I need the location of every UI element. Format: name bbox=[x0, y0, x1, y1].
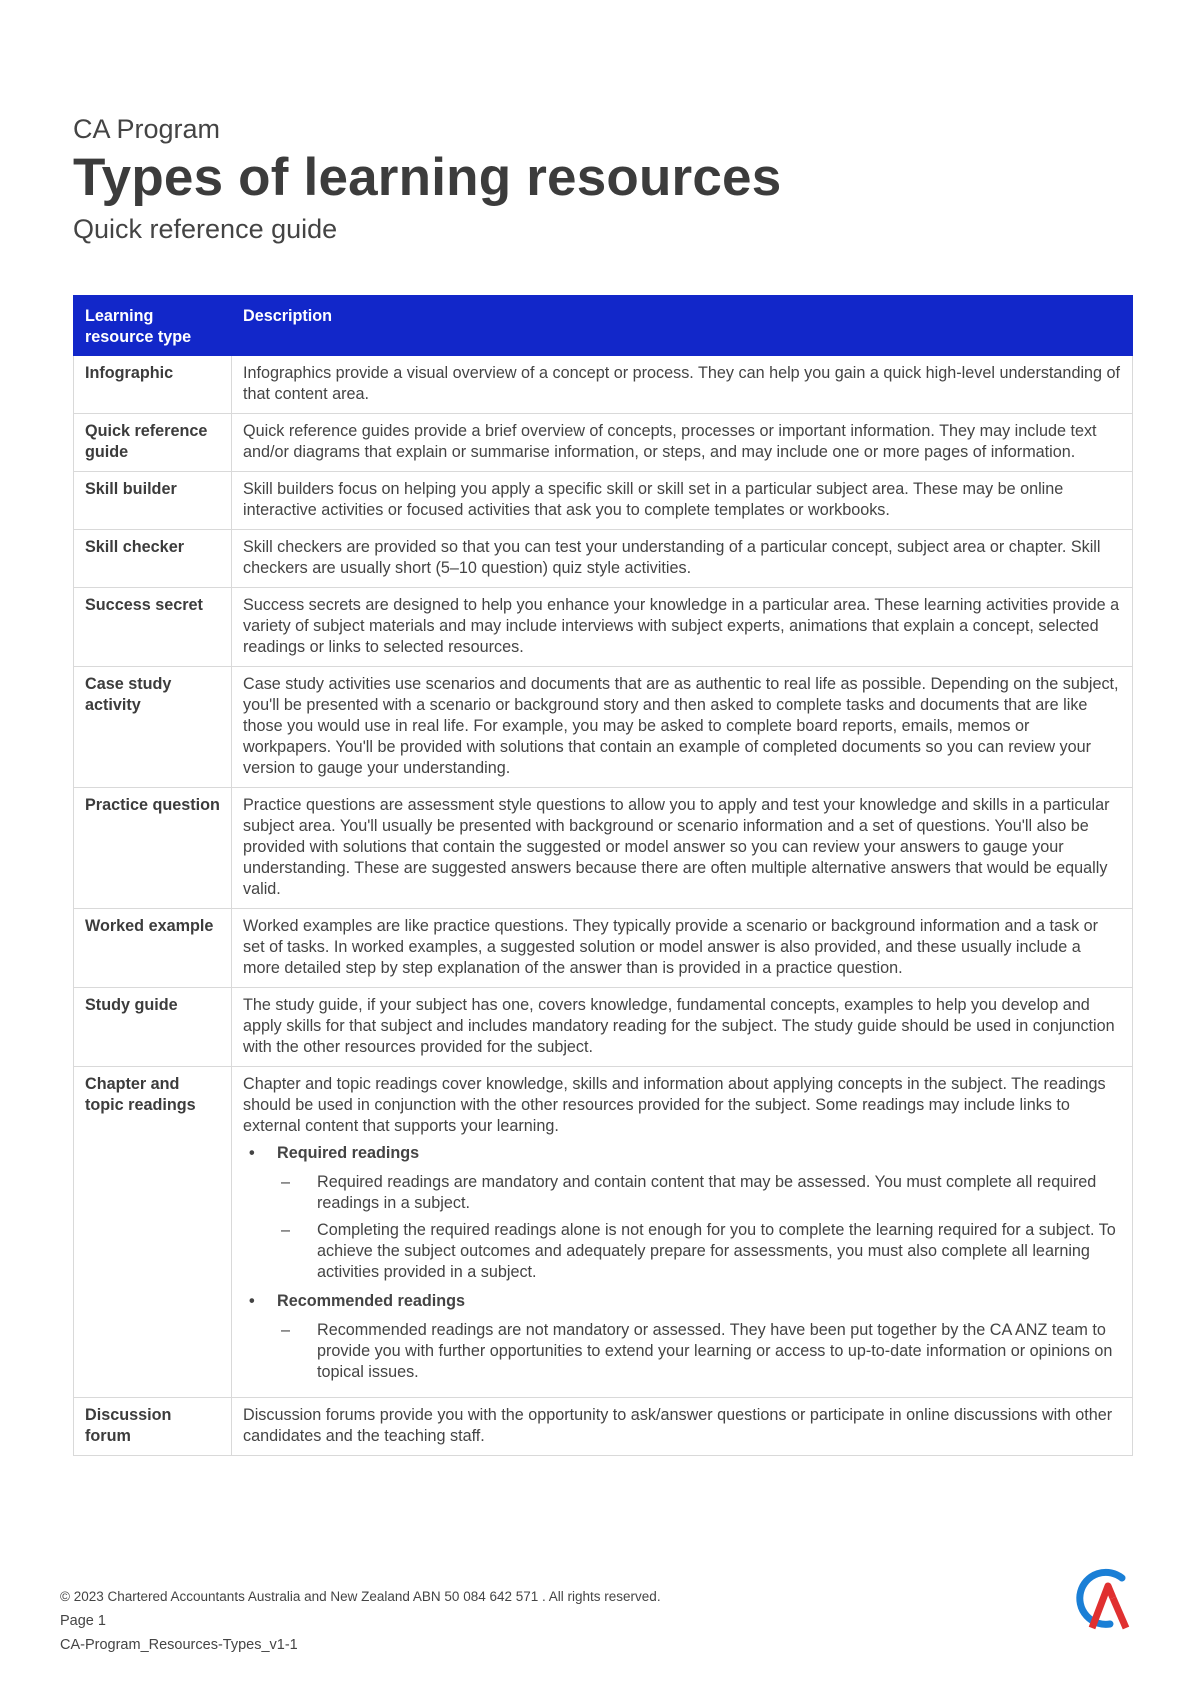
table-row bbox=[74, 588, 1133, 667]
page-header bbox=[73, 112, 781, 246]
resource-description: Quick reference guides provide a brief overview of concepts, processes or important information. They may include text and/or diagrams that explain or summarise information, or steps, and may include one or more pages of information. bbox=[232, 414, 1133, 472]
table-row bbox=[74, 530, 1133, 588]
resource-type: Study guide bbox=[74, 988, 232, 1067]
column-header-description: Description bbox=[232, 296, 1133, 356]
resource-description: The study guide, if your subject has one, covers knowledge, fundamental concepts, examples to help you develop and apply skills for that subject and includes mandatory reading for the subject. The study guide should be used in conjunction with the other resources provided for the subject. bbox=[232, 988, 1133, 1067]
page-subtitle: Quick reference guide bbox=[73, 214, 338, 244]
resource-type: Case study activity bbox=[74, 667, 232, 788]
required-readings-points bbox=[277, 1172, 1121, 1283]
table-row bbox=[74, 472, 1133, 530]
resource-type: Practice question bbox=[74, 788, 232, 909]
table-row bbox=[74, 1398, 1133, 1456]
resource-type: Chapter and topic readings bbox=[74, 1067, 232, 1398]
page-title: Types of learning resources bbox=[73, 148, 782, 207]
readings-list bbox=[243, 1143, 1121, 1383]
resource-description: Case study activities use scenarios and documents that are as authentic to real life as possible. Depending on the subject, you'll be presented with a scenario or background story and then asked to complete tasks and documents that are like those you would use in real life. For example, you may be asked to complete board reports, emails, memos or workpapers. You'll be provided with solutions that contain an example of completed documents so you can review your version to gauge your understanding. bbox=[232, 667, 1133, 788]
column-header-type: Learning resource type bbox=[74, 296, 232, 356]
resource-description: Skill checkers are provided so that you can test your understanding of a particular concept, subject area or chapter. Skill checkers are usually short (5–10 question) quiz style activities. bbox=[232, 530, 1133, 588]
resource-type: Discussion forum bbox=[74, 1398, 232, 1456]
logo-a-right bbox=[1113, 1598, 1126, 1628]
table-row bbox=[74, 1067, 1133, 1398]
document-id: CA-Program_Resources-Types_v1-1 bbox=[60, 1637, 298, 1653]
resource-type: Infographic bbox=[74, 356, 232, 414]
page-number: Page 1 bbox=[60, 1613, 106, 1629]
table-row bbox=[74, 667, 1133, 788]
table-row bbox=[74, 414, 1133, 472]
table-row bbox=[74, 909, 1133, 988]
resource-description: Skill builders focus on helping you apply a specific skill or skill set in a particular subject area. These may be online interactive activities or focused activities that ask you to complete templates or workbooks. bbox=[232, 472, 1133, 530]
resource-type: Skill checker bbox=[74, 530, 232, 588]
resource-description: Success secrets are designed to help you enhance your knowledge in a particular area. These learning activities provide a variety of subject materials and may include interviews with subject experts, animations that explain a concept, selected readings or links to selected resources. bbox=[232, 588, 1133, 667]
resource-type: Skill builder bbox=[74, 472, 232, 530]
list-item bbox=[277, 1143, 1121, 1283]
resources-table bbox=[73, 295, 1133, 1456]
list-item: – Completing the required readings alone is not enough for you to complete the learning required for a subject. To achieve the subject outcomes and adequately prepare for assessments, you must also complete all learning activities provided in a subject. bbox=[317, 1220, 1121, 1283]
resource-description: Chapter and topic readings cover knowledge, skills and information about applying concepts in the subject. The readings should be used in conjunction with the other resources provided for the subject. Some readings may include links to external content that supports your learning. bbox=[243, 1075, 1106, 1135]
list-item: – Recommended readings are not mandatory or assessed. They have been put together by the CA ANZ team to provide you with further opportunities to extend your learning or access to up-to-date information or opinions on topical issues. bbox=[317, 1320, 1121, 1383]
table-row bbox=[74, 788, 1133, 909]
resource-type: Quick reference guide bbox=[74, 414, 232, 472]
recommended-readings-points bbox=[277, 1320, 1121, 1383]
page-footer bbox=[60, 1585, 661, 1657]
resource-description: Practice questions are assessment style questions to allow you to apply and test your knowledge and skills in a particular subject area. You'll usually be presented with background or scenario information and a set of questions. You'll also be provided with solutions that contain the suggested or model answer so you can review your answers to gauge your understanding. These are suggested answers because there are often multiple alternative answers that would be equally valid. bbox=[232, 788, 1133, 909]
required-readings-heading: • Required readings bbox=[277, 1144, 420, 1162]
recommended-readings-heading: • Recommended readings bbox=[277, 1292, 466, 1310]
ca-anz-logo-icon bbox=[1070, 1566, 1136, 1632]
resource-description: Infographics provide a visual overview of a concept or process. They can help you gain a quick high-level understanding of that content area. bbox=[232, 356, 1133, 414]
copyright-notice: © 2023 Chartered Accountants Australia and New Zealand ABN 50 084 642 571 . All rights reserved. bbox=[60, 1589, 661, 1604]
resource-type: Worked example bbox=[74, 909, 232, 988]
program-name: CA Program bbox=[73, 114, 221, 144]
list-item: – Required readings are mandatory and contain content that may be assessed. You must complete all required readings in a subject. bbox=[317, 1172, 1121, 1214]
resource-description: Discussion forums provide you with the opportunity to ask/answer questions or participate in online discussions with other candidates and the teaching staff. bbox=[232, 1398, 1133, 1456]
resource-description: Worked examples are like practice questions. They typically provide a scenario or background information and a task or set of tasks. In worked examples, a suggested solution or model answer is also provided, and these usually include a more detailed step by step explanation of the answer than is provided in a practice question. bbox=[232, 909, 1133, 988]
table-row bbox=[74, 988, 1133, 1067]
list-item bbox=[277, 1291, 1121, 1383]
table-row bbox=[74, 356, 1133, 414]
resource-type: Success secret bbox=[74, 588, 232, 667]
resource-description-cell bbox=[232, 1067, 1133, 1398]
table-header-row bbox=[74, 296, 1133, 356]
